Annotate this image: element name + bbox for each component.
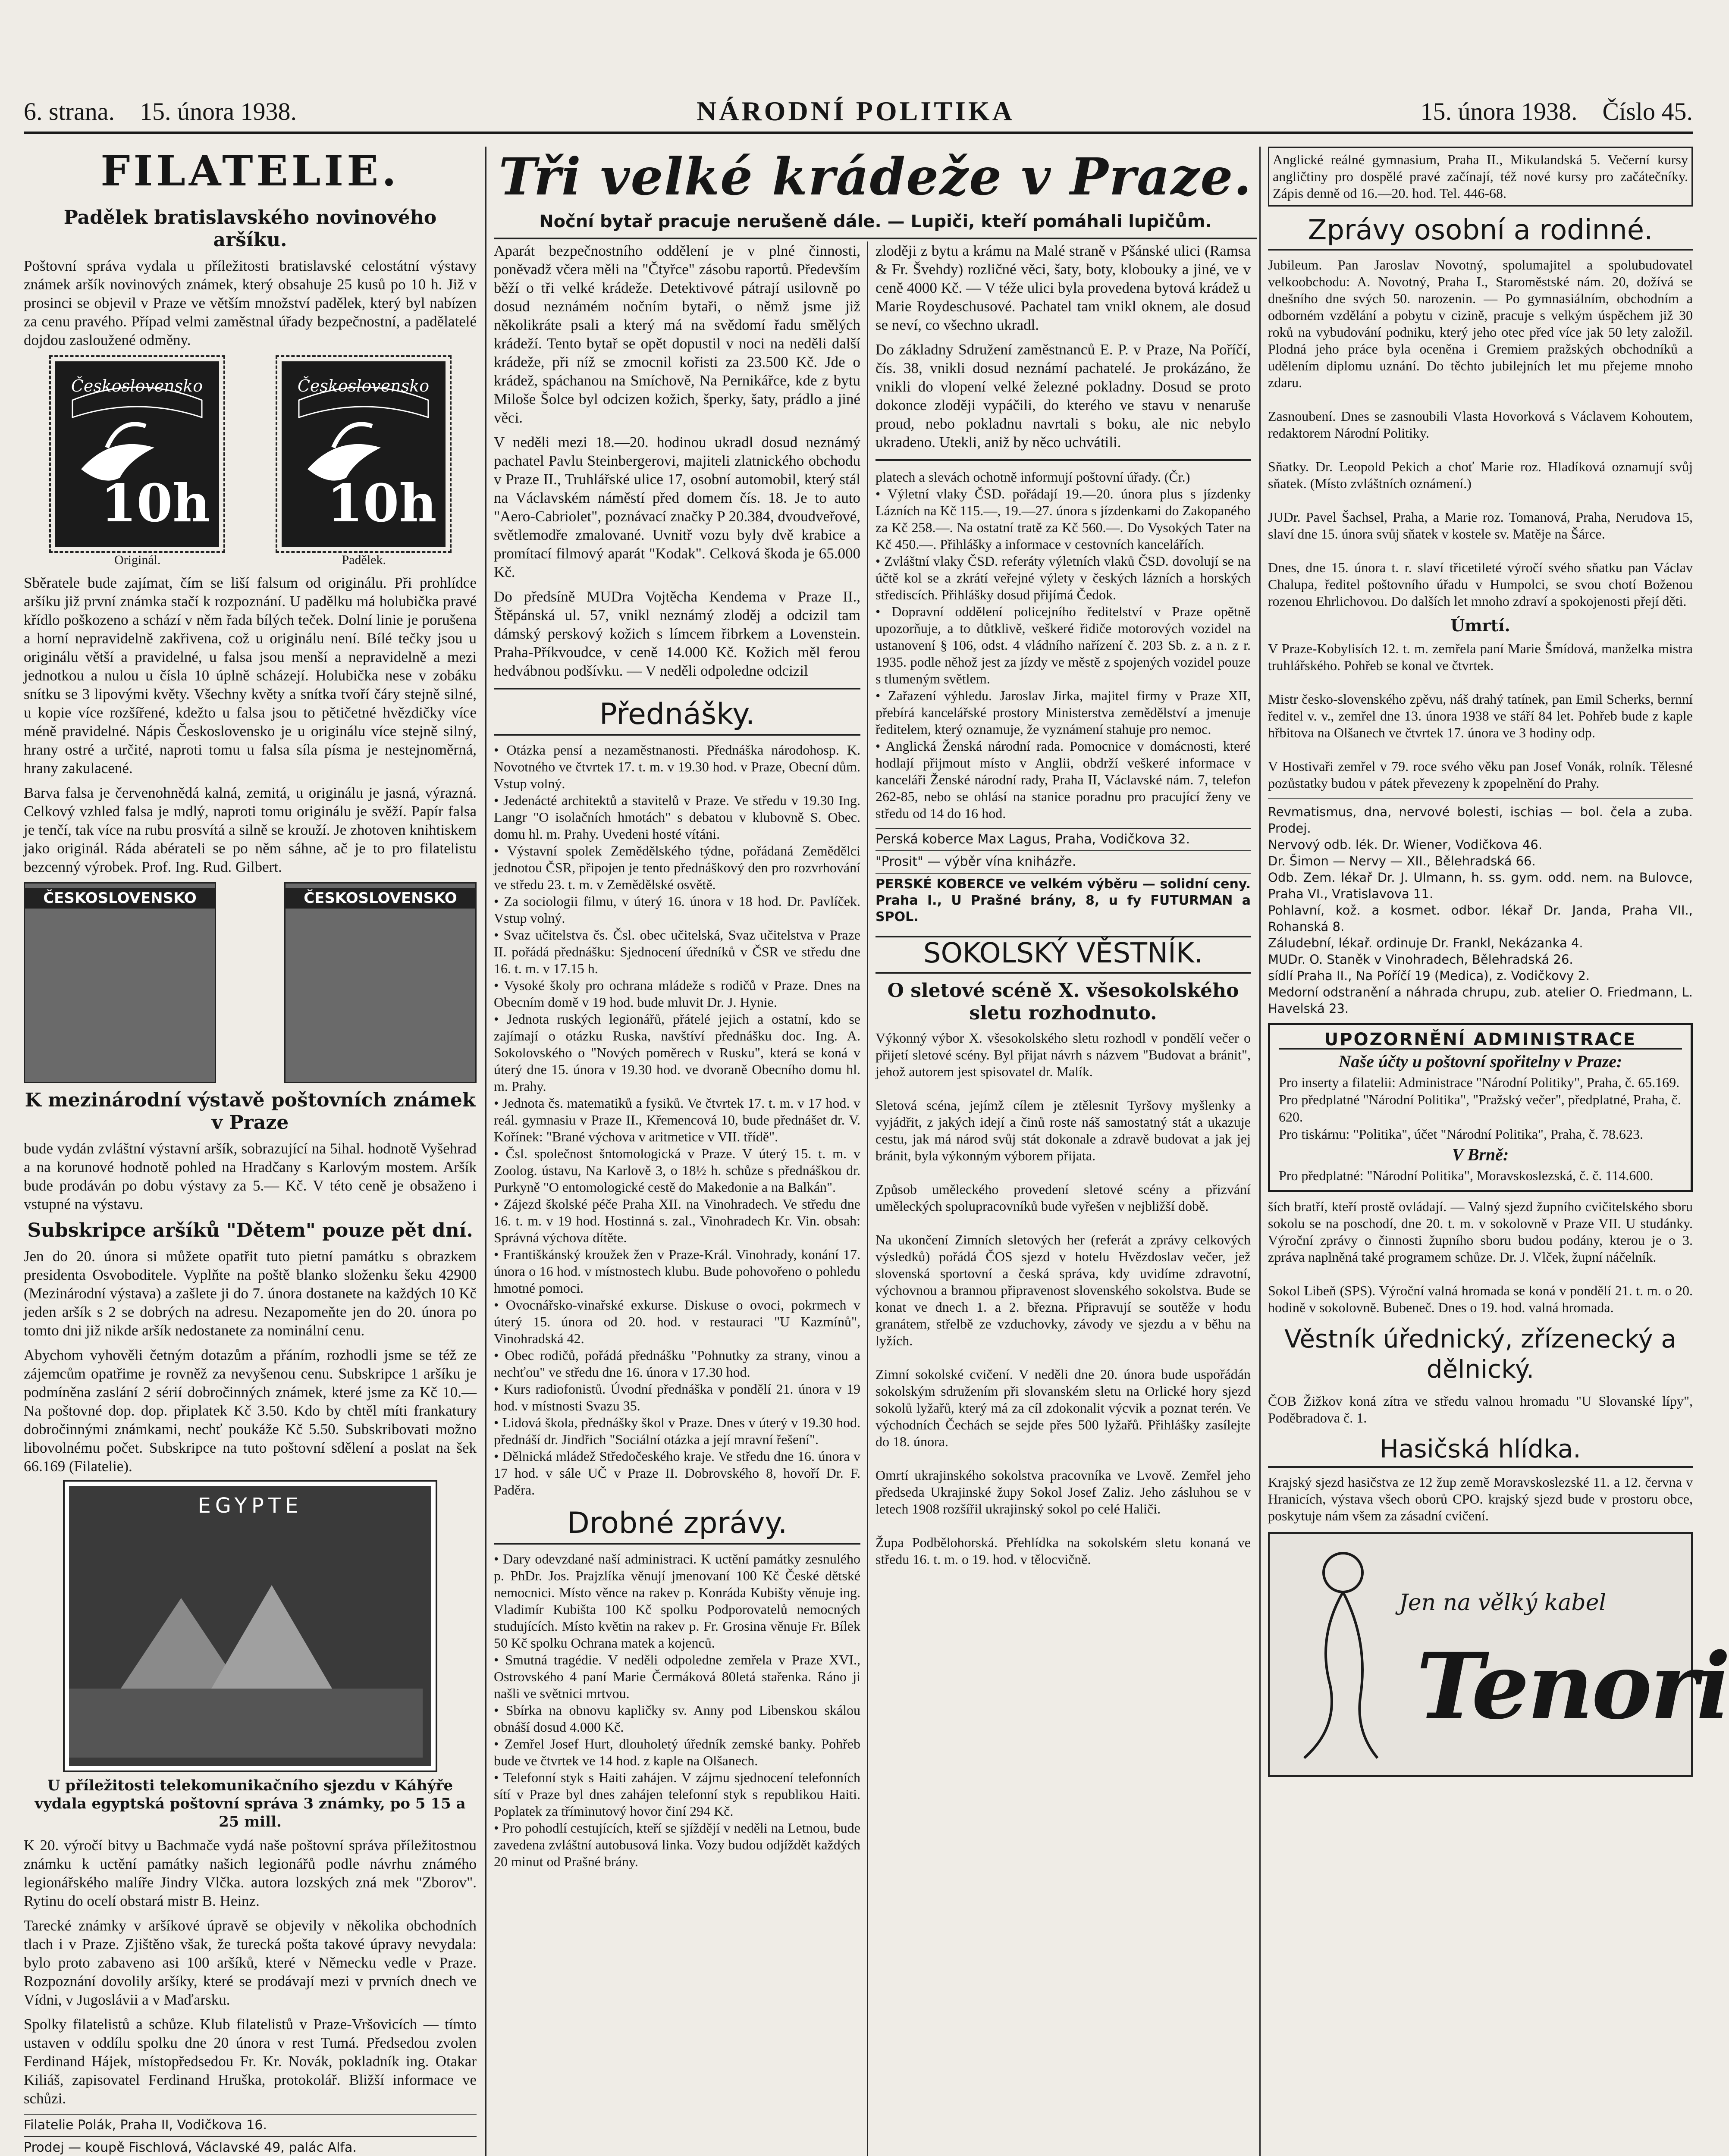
column-rule — [867, 241, 868, 2156]
article-detem: Jen do 20. února si můžete opatřit tuto pietní památku s obrazkem presidenta Osvoboditele. Vyplňte na poště blanko složenku šeku 42900 (Mezinárodní výstava) a zašlete ji do 7. února dostanete na každých 10 Kč jeden aršík s 2 se dobrých na adresu. Nezapomeňte jen do 20. února po tomto dni již nikde aršík nedostanete za nominální cenu. — [24, 1248, 477, 1339]
masthead — [24, 97, 1693, 134]
filatelie-title: FILATELIE. — [100, 147, 400, 195]
main-headline: Tři velké krádeže v Praze. — [499, 147, 1252, 207]
section-prednasky: Přednášky. — [494, 697, 860, 736]
egypt-stamp-label: EGYPTE — [198, 1494, 303, 1518]
article-sberatele: Sběratele bude zajímat, čím se liší falsum od originálu. Při prohlídce aršíku již první známka stačí k rozpoznání. U padělku má holubička pravé křídlo poškozeno a schází v něm řada bílých teček. Dolní linie je porušena a horní nepravidelně zakřivena, což u originálu není. Bílé tečky jsou u originálu větší a pravidelné, u falsa jsou menší a nepravidelně a mezi jednotkou a nulou u čísla 10 úplně scházejí. Holubička nese v zobáku snítku se 3 lipovými květy. Všechny květy a snítka tvoří čáry stejně silné, u kopie více rozšířené, kdežto u falsa jsou to pětičetné hvězdičky více méně pravidelné. Nápis Československo je u originálu více stejně silný, hrany ostré a určité, naproti tomu u falsa síla písma je nestejnoměrná, hrany zakulacené. — [24, 574, 477, 777]
admin-notice-brno: V Brně: — [1452, 1145, 1509, 1164]
article-sokol: Výkonný výbor X. všesokolského sletu rozhodl v pondělí večer o přijetí sletové scény. Byl přijat návrh s názvem "Budovat a bránit", jehož autorem jest spisovatel dr. Malík. Sletová scéna, jejímž cílem je ztělesnit Tyršovy myšlenky a vyjádřit, z jakých idejí a činů roste náš samostatný stát a ukazuje cestu, jak má národ svůj stát dokonale a zdravě budovat a jak jej bránit, byla výkonným výborem přijata. Způsob uměleckého provedení sletové scény a přizvání uměleckých spolupracovníků bude vyřešen v nejbližší době. Na ukončení Zimních sletových her (referát a zprávy celkových výsledků) pořádá ČOS sjezd v hotelu Hvězdoslav večer, jež slovenská sportovní a česká správa, kdy uvidíme zdravotní, výchovnou a brannou připravenost slovenského sokolstva. Bude se konat ve dnech 1. a 2. března. Připravují se soutěže v hodu granátem, střelbě ze vzduchovky, závody ve sjezdu a v běhu na lyžích. Zimní sokolské cvičení. V neděli dne 20. února bude uspořádán sokolským sdružením při slovanském sletu na Orlické hory sjezd sokolů lyžařů, který má za cíl zdokonalit výcvik a poznat terén. Ve východních Čechách se sejde přes 500 lyžařů. Přihlášky zasílejte do 18. února. Omrtí ukrajinského sokolstva pracovníka ve Lvově. Zemřel jeho předseda Ukrajinské župy Sokol Josef Zaliz. Jeho zásluhou se v letech 1908 rozšířil ukrajinský sokol po celé Haliči. Župa Podbělohorská. Přehlídka na sokolském sletu konaná ve středu 16. t. m. o 19. hod. v tělocvičně. — [875, 1030, 1251, 1567]
article-sokol-continued: ších bratří, kteří prostě ovládají. — Valný sjezd župního cvičitelského sboru sokolu se na poschodí, dne 20. t. m. v sokolovně v Praze VII. U studánky. Výroční zprávy o činnosti župního sboru budou podány, kterou je o 3. zpráva naplněná také programem schůze. Dr. J. Vlček, župní náčelník. Sokol Libeň (SPS). Výroční valná hromada se koná v pondělí 21. t. m. o 20. hodině v sokolovně. Bubeneč. Dnes o 19. hod. valná hromada. — [1268, 1199, 1693, 1315]
stamp-hradcany — [284, 882, 477, 1083]
masthead-right — [1420, 97, 1693, 126]
stamp-value: 10h — [100, 473, 210, 534]
article-pozdeji: Do předsíně MUDra Vojtěcha Kendema v Praze II., Štěpánská ul. 57, vnikl neznámý zloděj a odcizil tam dámský perskový kožich s límcem řibrkem a Lovenstein. Praha-Příkvoudce, v ceně 14.000 Kč. Kožich měl ferou hedvábnou podšívku. — V neděli odpoledne odcizil — [494, 588, 860, 679]
headline-egypt: U příležitosti telekomunikačního sjezdu v Káhýře vydala egyptská poštovní správa 3 známky, po 5 15 a 25 mill. — [35, 1777, 466, 1830]
section-umrti: Úmrtí. — [1450, 616, 1510, 635]
article-vystava: bude vydán zvláštní výstavní aršík, sobrazující na 5ihal. hodnotě Vyšehrad a na korunové hodnotě pohled na Hradčany s Karlovým mostem. Aršík bude prodáván po dobu výstavy za 5.— Kč. V této ceně je obsaženo i vstupné na výstavu. — [24, 1140, 477, 1213]
column-right — [1268, 147, 1729, 2156]
article-zlodeji: zloději z bytu a krámu na Malé straně v Pšánské ulici (Ramsa & Fr. Švehdy) rozličné věci, šaty, boty, klobouky a jiné, ve v ceně 4000 Kč. — V téže ulici byla provedena bytová krádež u Marie Roydeschusové. Pachatel tam vnikl oknem, ale dosud se neví, co všechno ukradl. — [875, 242, 1251, 333]
article-barva: Barva falsa je červenohnědá kalná, zemitá, u originálu je jasná, výrazná. Celkový vzhled falsa je mdlý, naproti tomu originálu je svěží. Papír falsa je tenčí, tak více na rubu prosvítá a silně se krouží. Je zhotoven knihtiskem jako originál. Ráda abérateli se po něm sáhne, ač je to pro filatelistu bezcenný výrobek. Prof. Ing. Rud. Gilbert. — [24, 784, 477, 875]
pyramids-icon — [69, 1486, 423, 1758]
column-news-left — [494, 241, 860, 2156]
article-continued: platech a slevách ochotně informují poštovní úřady. (Čr.) • Výletní vlaky ČSD. pořádají 19.—20. února plus s jízdenky Lázních na Kč 115.—, 19.—27. února s jízdenkami do Zakopaného za Kč 258.—. Na ostatní tratě za Kč 560.—. Do Vysokých Tater na Kč 450.—. Přihlášky a informace v cestovních kancelářích. • Zvláštní vlaky ČSD. referáty výletních vlaků ČSD. dovolují se na účtě kol se a zkrátí veřejné výlety v českých lázních a horských střediscích. Přihlášky dosud přijímá Čedok. • Dopravní oddělení policejního ředitelství v Praze opětně upozorňuje, a to důtklivě, veškeré řidiče motorových vozidel na ustanovení § 106, odst. 4 vládního nařízení č. 203 Sb. z. a n. z r. 1935. podle něhož jest za jízdy ve městě z spojených vozidel pouze s tlumeným světlem. • Zařazení výhledu. Jaroslav Jirka, majitel firmy v Praze XII, přebírá kancelářské prostory Ministerstva zemědělství a jmenuje ředitelem, který oznamuje, že vyznámení stahuje pro nemoc. • Anglická Ženská národní rada. Pomocnice v domácnosti, které hodlají přijmout místo v Anglii, obdrží veškeré informace v kanceláři Ženské národní rady, Praha II, Václavské nám. 7, telefon 262-85, nebo se ohlásí na stanice poradnu pro pracující ženy ve středu od 14 do 16 hod. — [875, 469, 1251, 821]
ad-filatelie-polak: Filatelie Polák, Praha II, Vodičkova 16. — [24, 2114, 477, 2136]
section-divider — [494, 688, 860, 689]
article-hasicska: Krajský sjezd hasičstva ze 12 žup země Moravskoslezské 11. a 12. června v Hranicích, výstava všech oborů CPO. krajský sjezd bude v prostoru obce, poskytuje nám všem za zásadní cvičení. — [1268, 1474, 1693, 1523]
admin-notice-title: UPOZORNĚNÍ ADMINISTRACE — [1279, 1031, 1682, 1050]
caption-original: Originál. — [114, 553, 161, 567]
ad-prosit: "Prosit" — výběr vína kniházře. — [875, 850, 1251, 873]
headline-vystava: K mezinárodní výstavě poštovních známek v Praze — [25, 1089, 476, 1134]
section-hasicska: Hasičská hlídka. — [1268, 1434, 1693, 1468]
section-osobni: Zprávy osobní a rodinné. — [1268, 214, 1693, 251]
admin-notice-sub: Naše účty u poštovní spořitelny v Praze: — [1338, 1052, 1622, 1071]
page-number: 6. strana. — [24, 97, 115, 125]
tenori-brand: Tenori — [1416, 1633, 1729, 1739]
tenori-ad — [1268, 1532, 1729, 1777]
headline-padelek: Padělek bratislavského novinového aršíku. — [63, 207, 437, 251]
article-osobni: Jubileum. Pan Jaroslav Novotný, spolumajitel a spolubudovatel velkoobchodu: A. Novotný, Praha I., Staroměstské nám. 20, dožívá se dnešního dne svých 50. narozenin. — Po gymnasiálním, obchodním a odborném vzdělání a pobytu v cizině, pracuje s velkým úspěchem již 30 roků na vybudování podniku, který jeho otec před více jak 50 lety založil. Plodná jeho práce byla oceněna i Gremiem pražských obchodníků a udělením diplomu uznání. Do těchto jubilejních let mu přejeme mnoho zdaru. Zasnoubení. Dnes se zasnoubili Vlasta Hovorková s Václavem Kohoutem, redaktorem Národní Politiky. Sňatky. Dr. Leopold Pekich a choť Marie roz. Hladíková oznamují svůj sňatek. (Místo zvláštních oznámení.) JUDr. Pavel Šachsel, Praha, a Marie roz. Tomanová, Praha, Nerudova 15, slaví dne 15. února svůj sňatek v kostele sv. Matěje na Šárce. Dnes, dne 15. února t. r. slaví třicetileté výročí svého sňatku pan Václav Chalupa, ředitel poštovního úřadu v Humpolci, se svou chotí Boženou rozenou Ehrlichovou. Do dalších let mnoho zdraví a spokojenosti přejí děti. — [1268, 257, 1693, 609]
stamp-pair — [24, 357, 477, 551]
section-divider — [875, 459, 1251, 461]
caption-padelek: Padělek. — [342, 553, 386, 567]
stamp-original — [51, 357, 223, 551]
masthead-left — [24, 97, 297, 126]
exhibition-stamps — [24, 882, 477, 1083]
stamp-vysehrad-label: ČESKOSLOVENSKO — [25, 888, 215, 909]
stamp-captions — [24, 553, 477, 567]
article-nedeli: V neděli mezi 18.—20. hodinou ukradl dosud neznámý pachatel Pavlu Steinbergerovi, majiteli zlatnického obchodu v Praze II., Truhlářské ulice 17, osobní automobil, který stál na Václavském náměstí před domem čís. 18. Je to auto "Aero-Cabriolet", poznávací značky P 20.384, dvoudveřové, světlemodře zmalované. Uvnitř vozu byly dvě krabice a promítací filmový aparát "Kodak". Celková škoda je 65.000 Kč. — [494, 434, 860, 580]
headline-detem: Subskripce aršíků "Dětem" pouze pět dní. — [27, 1219, 473, 1241]
lady-figure-icon — [1278, 1542, 1390, 1767]
column-rule — [1259, 147, 1261, 2156]
article-bachmac: K 20. výročí bitvy u Bachmače vydá naše poštovní správa příležitostnou známku k uctění památky našich legionářů podle návrhu známého legionářského malíře Jindry Vlčka. autora lozských zná mek "Zborov". Rytinu do ocelí obstará mistr B. Heinz. — [24, 1837, 477, 1909]
issue-number: Číslo 45. — [1602, 97, 1693, 125]
ad-fischlova: Prodej — koupě Fischlová, Václavské 49, palác Alfa. — [24, 2136, 477, 2156]
section-drobne: Drobné zprávy. — [494, 1506, 860, 1545]
egypt-stamp — [65, 1482, 436, 1771]
ad-anglicke-gymnasium: Anglické reálné gymnasium, Praha II., Mikulandská 5. Večerní kursy angličtiny pro dospělé pravé začínají, též nové kursy pro začátečníky. Zápis denně od 16.—20. hod. Tel. 446-68. — [1268, 147, 1693, 207]
article-padelek: Poštovní správa vydala u příležitosti bratislavské celostátní výstavy známek aršík novinových známek, který obsahuje 25 kusů po 10 h. Již v prosinci se objevil v Praze ve větším množství padělek, který byl nabízen za cenu pravého. Případ velmi zaměstnal úřady bezpečnostní, a padělatelé dojdou zasloužené odměny. — [24, 257, 477, 348]
section-sokolsky: SOKOLSKÝ VĚSTNÍK. — [875, 936, 1251, 974]
tenori-slogan: Jen na vělký kabel — [1399, 1590, 1607, 1616]
date-left: 15. února 1938. — [140, 97, 297, 125]
section-vestnik: Věstník úřednický, zřízenecký a dělnický. — [1284, 1324, 1676, 1384]
column-rule — [485, 147, 486, 2156]
admin-notice-box — [1268, 1023, 1693, 1192]
column-filatelie — [24, 147, 477, 2156]
doctor-ads: Revmatismus, dna, nervové bolesti, ischias — bol. čela a zuba. Prodej. Nervový odb. lék. Dr. Wiener, Vodičkova 46. Dr. Šimon — Nervy — XII., Bělehradská 66. Odb. Zem. lékař Dr. J. Ulmann, h. ss. gym. odd. nem. na Bulovce, Praha VI., Vratislavova 11. Pohlavní, kož. a kosmet. odbor. lékař Dr. Janda, Praha VII., Rohanská 8. Záludební, lékař. ordinuje Dr. Frankl, Nekázanka 4. MUDr. O. Staněk v Vinohradech, Bělehradská 26. sídlí Praha II., Na Poříčí 19 (Medica), z. Vodičkovy 2. Medorní odstranění a náhrada chrupu, zub. atelier O. Friedmann, L. Havelská 23. — [1268, 805, 1693, 1016]
article-drobne: • Dary odevzdané naší administraci. K uctění památky zesnulého p. PhDr. Jos. Prajzlíka věnují jmenovaní 100 Kč České dětské nemocnici. Místo věnce na rakev p. Konráda Kubišty věnuje ing. Vladimír Kubišta 100 Kč spolku Podporovatelů nemocných studujících. Místo květin na rakev p. Fr. Grosina věnuje Fr. Bílek 50 Kč spolku Ochrana matek a kojenců. • Smutná tragédie. V neděli odpoledne zemřela v Praze XVI., Ostrovského 4 paní Marie Čermáková 80letá stařenka. Ráno ji našli ve světnici mrtvou. • Sbírka na obnovu kapličky sv. Anny pod Libenskou skálou obnáší dosud 4.000 Kč. • Zemřel Josef Hurt, dlouholetý úředník zemské banky. Pohřeb bude ve čtvrtek ve 14 hod. z kaple na Olšanech. • Telefonní styk s Haiti zahájen. V zájmu sjednocení telefonních sítí v Praze byl dnes zahájen telefonní styk s republikou Haiti. Poplatek za tříminutový hovor činí 294 Kč. • Pro pohodlí cestujících, kteří se sjíždějí v neděli na Letnou, bude zavedena zvláštní autobusová linka. Vozy budou odjíždět každých 20 minut od Prašné brány. — [494, 1551, 860, 1869]
article-aparat: Aparát bezpečnostního oddělení je v plné činnosti, poněvadž včera měli na "Čtyřce" zásobu raportů. Především běží o tři velké krádeže. Detektivové pátrají usilovně po dosud neznámém nočním bytaři, o němž jsme již několikráte psali a který má na svědomí řadu smělých krádeží. Tento bytař se opět dopustil v noci na neděli další krádeže, při níž se zmocnil kořisti za 23.500 Kč. Jde o krádež, spáchanou na Smíchově, Na Pernikářce, kde z bytu Miloše Šolce byl odcizen kožich, šperky, šaty, prádlo a jiné věci. — [494, 242, 860, 426]
stamp-hradcany-label: ČESKOSLOVENSKO — [286, 888, 475, 909]
main-subhead: Noční bytař pracuje nerušeně dále. — Lupiči, kteří pomáhali lupičům. — [494, 212, 1257, 239]
stamp-value: 10h — [327, 473, 437, 534]
stamp-vysehrad — [24, 882, 216, 1083]
admin-notice-accounts: Pro inserty a filatelii: Administrace "Národní Politiky", Praha, č. 65.169. Pro předplatné "Národní Politika", "Pražský večer", předplatné, Praha, č. 620. Pro tiskárnu: "Politika", účet "Národní Politika", Praha, č. 78.623. — [1279, 1075, 1681, 1142]
ads-divider — [1268, 798, 1693, 799]
ad-perske-koberce: PERSKÉ KOBERCE ve velkém výběru — solidní ceny. Praha I., U Prašné brány, 8, u fy FUTURMAN a SPOL. — [875, 873, 1251, 928]
stamp-padelek — [277, 357, 450, 551]
date-right: 15. února 1938. — [1420, 97, 1578, 125]
headline-sokol: O sletové scéně X. všesokolského sletu rozhodnuto. — [887, 980, 1239, 1024]
article-vestnik: ČOB Žižkov koná zítra ve středu valnou hromadu "U Slovanské lípy", Poděbradova č. 1. — [1268, 1393, 1693, 1426]
column-news-right — [875, 241, 1251, 2156]
newspaper-title: NÁRODNÍ POLITIKA — [697, 96, 1015, 126]
article-zaklady: Do základny Sdružení zaměstnanců E. P. v Praze, Na Poříčí, čís. 38, vnikli dosud neznámí pachatelé. Je prokázáno, že vnikli do vlopení velké železné pokladny. Dosud se proto dokonce zloději vypáčili, do kterého ve stavu v nenaruše proud, nebo pokladnu navrtali s boku, ale nic nebylo ukradeno. Utekli, aniž by něco uchvátili. — [875, 341, 1251, 451]
stamp-country: Československo — [297, 376, 430, 395]
ad-koberce-lagus: Perská koberce Max Lagus, Praha, Vodičkova 32. — [875, 828, 1251, 850]
stamp-country: Československo — [71, 376, 203, 395]
article-tarecke: Tarecké známky v aršíkové úpravě se objevily v několika obchodních tlach i v Praze. Zjištěno však, že turecká pošta takové úpravy nevydala: bylo proto zabaveno asi 100 aršíků, které v Německu vedle v Praze. Rozpoznání dovolily aršíky, které se prodávají mezi v prvních dnech ve Vídni, v Jugoslávii a v Maďarsku. — [24, 1917, 477, 2008]
article-abychom: Abychom vyhověli četným dotazům a přáním, rozhodli jsme se též ze zájemcům opatřime je rovněž za nevyšenou cenu. Subskripce 1 aršíku je podmíněna zaslání 2 sérií dobročinných známek, které jsme za Kč 10.— Na poštovné dop. dop. připlatek Kč 3.50. Kdo by chtěl míti frankatury dobročinnými známkami, nechť poukáže Kč 5.50. Subskribovati možno libovolnému počet. Subskripce na tuto poštovní sdělení a poslat na šek 66.169 (Filatelie). — [24, 1347, 477, 1475]
article-klub: Spolky filatelistů a schůze. Klub filatelistů v Praze-Vršovicích — tímto ustaven v oddílu spolku dne 20 února v rest Tumá. Předsedou zvolen Ferdinand Hájek, místopředsedou Fr. Kr. Novák, pokladník ing. Otakar Kiliáš, zapisovatel Ferdinand Hruška, protokolář. Bližší informace ve schůzi. — [24, 2016, 477, 2107]
article-umrti: V Praze-Kobylisích 12. t. m. zemřela paní Marie Šmídová, manželka mistra truhlářského. Pohřeb se konal ve čtvrtek. Mistr česko-slovenského zpěvu, náš drahý tatínek, pan Emil Scherks, bernní ředitel v. v., zemřel dne 13. února 1938 ve stáří 84 let. Pohřeb bude z kaple hřbitova na Olšanech ve čtvrtek 17. února ve 3 hodiny odp. V Hostivaři zemřel v 79. roce svého věku pan Josef Vonák, rolník. Tělesné pozůstatky budou v pátek převezeny k zpopelnění do Prahy. — [1268, 641, 1693, 791]
article-prednasky: • Otázka pensí a nezaměstnanosti. Přednáška národohosp. K. Novotného ve čtvrtek 17. t. m. v 19.30 hod. v Praze, Obecní dům. Vstup volný. • Jedenácté architektů a stavitelů v Praze. Ve středu v 19.30 Ing. Langr "O isolačních hmotách" s debatou v klubovně S. Obec. domu hl. m. Prahy. Uvedeni hosté vítáni. • Výstavní spolek Zemědělského týdne, pořádaná Zemědělci jednotou ČSR, připojen je tento přednáškový den pro rozvrhování ve středu 23. t. m. v Zemědělské osvětě. • Za sociologii filmu, v úterý 16. února v 18 hod. Dr. Pavlíček. Vstup volný. • Svaz učitelstva čs. Čsl. obec učitelská, Svaz učitelstva v Praze II. pořádá přednášku: Sjednocení úředníků v ČSR ve středu dne 16. t. m. v 17.15 h. • Vysoké školy pro ochrana mládeže s rodičů v Praze. Dnes na Obecním domě v 19 hod. bude mluvit Dr. J. Hynie. • Jednota ruských legionářů, přátelé jejich a ostatní, kdo se zajímají o otázku Ruska, navštíví přednášku doc. Ing. A. Sokolovského o "Nových poměrech v Rusku", která se koná v úterý dne 15. února v 19.30 hod. ve dvoraně Obecního domu hl. m. Prahy. • Jednota čs. matematiků a fysiků. Ve čtvrtek 17. t. m. v 17 hod. v reál. gymnasiu v Praze II., Křemencová 10, bude přednášet dr. V. Kořínek: "Brané výchova v aritmetice v VII. třídě". • Čsl. společnost šntomologická v Praze. V úterý 15. t. m. v Zoolog. ústavu, Na Karlově 3, o 18½ h. schůze s přednáškou dr. Purkyně "O entomologické cestě do Makedonie a na Balkán". • Zájezd školské péče Praha XII. na Vinohradech. Ve středu dne 16. t. m. v 19 hod. Hostinná s. zal., Vinohradech Kr. Vin. obsah: Správná výchova dítěte. • Františkánský kroužek žen v Praze-Král. Vinohrady, konání 17. února o 16 hod. v místnostech klubu. Bude pohovořeno o pohledu hmotné pomoci. • Ovocnářsko-vinařské exkurse. Diskuse o ovoci, pokrmech v úterý 15. února od 20. hod. v restauraci "U Kazmínů", Vinohradská 42. • Obec rodičů, pořádá přednášku "Pohnutky za strany, vinou a nechťou" ve středu dne 16. února v 17.30 hod. • Kurs radiofonistů. Úvodní přednáška v pondělí 21. února v 19 hod. v místnosti Svazu 35. • Lidová škola, přednášky škol v Praze. Dnes v úterý v 19.30 hod. přednáší dr. Jindřich "Sociální otázka a její mravní řešení". • Dělnická mládež Středočeského kraje. Ve středu dne 16. února v 17 hod. v sále UČ v Praze II. Dobrovského 8, hovoří Dr. F. Paděra. — [494, 742, 860, 1498]
admin-notice-brno-account: Pro předplatné: "Národní Politika", Moravskoslezská, č. č. 114.600. — [1279, 1168, 1654, 1183]
